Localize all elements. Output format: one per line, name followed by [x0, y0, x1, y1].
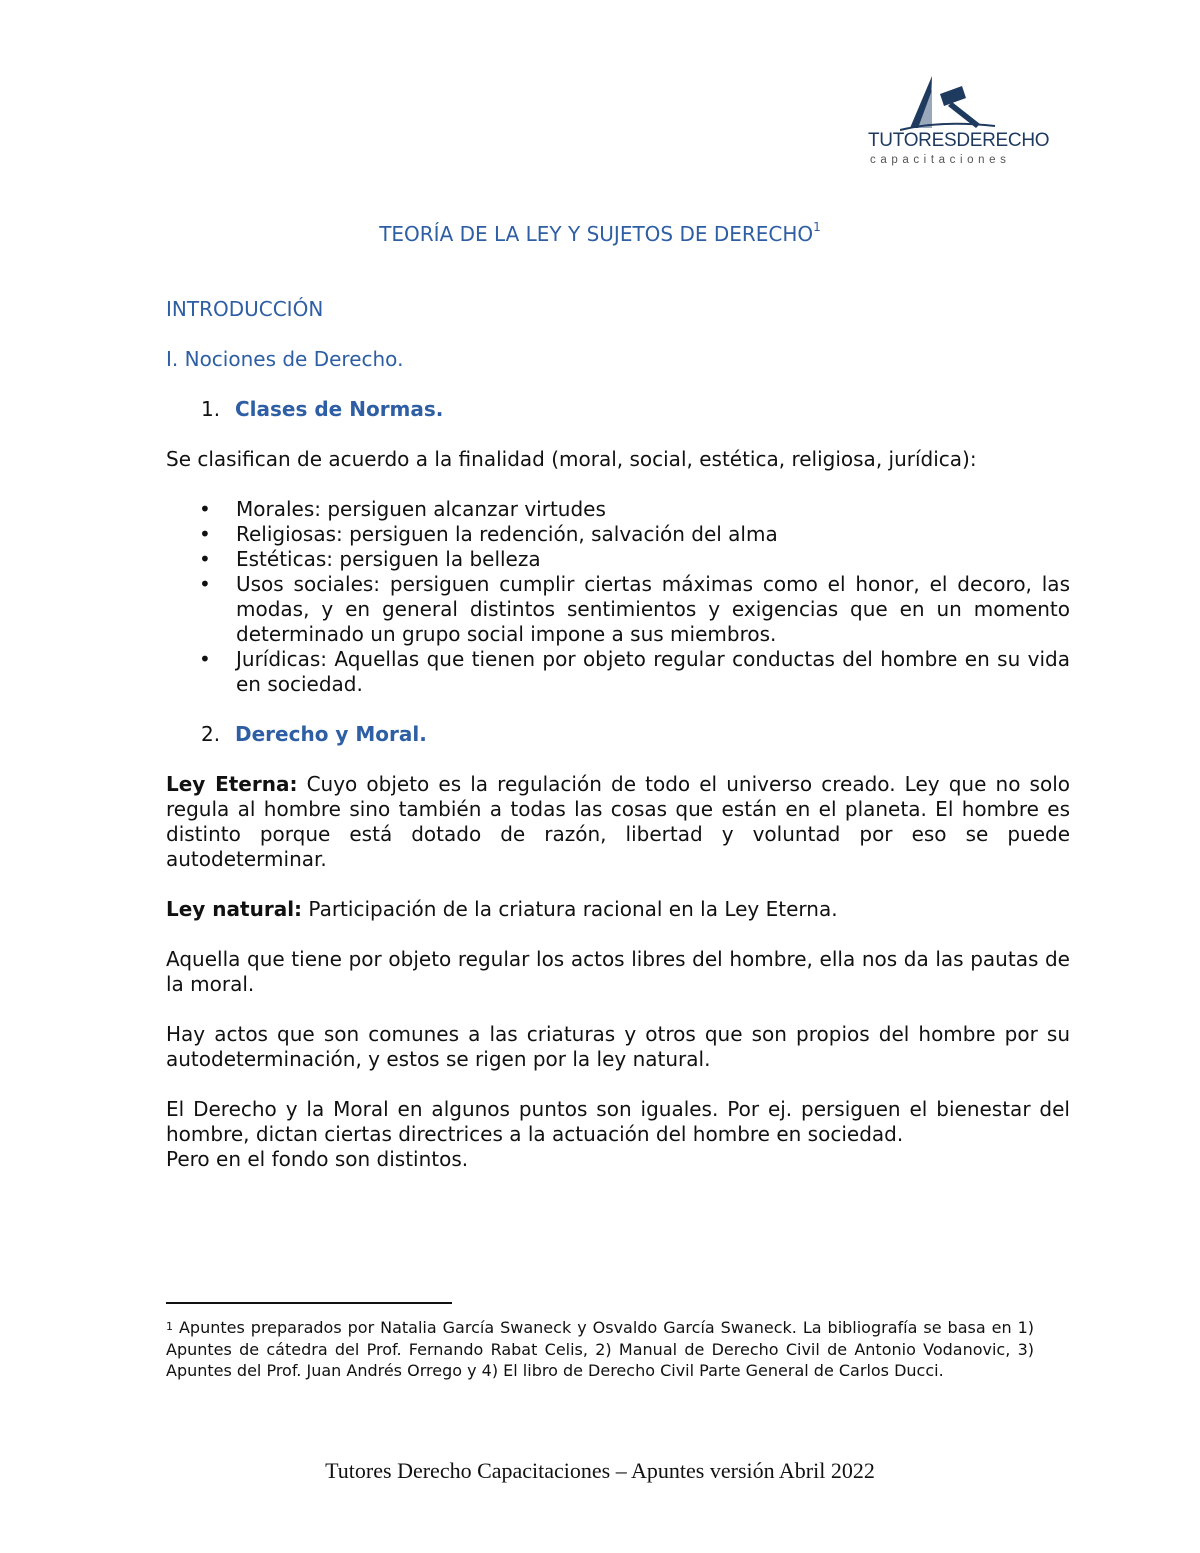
list-item	[166, 572, 1070, 647]
aquella-paragraph: Aquella que tiene por objeto regular los actos libres del hombre, ella nos da las pautas de la moral.	[166, 947, 1070, 996]
numbered-heading-2-title: Derecho y Moral.	[235, 722, 427, 746]
norm-types-list	[166, 497, 1070, 697]
numbered-heading-1-number: 1.	[201, 397, 221, 421]
list-item	[166, 522, 1070, 547]
list-item	[166, 497, 1070, 522]
ley-eterna-text: Cuyo objeto es la regulación de todo el universo creado. Ley que no solo regula al hombre sino también a todas las cosas que están en el planeta. El hombre es distinto porque está dotado de razón, libertad y voluntad por eso se puede autodeterminar.	[166, 772, 1070, 871]
bullet-icon: •	[199, 647, 211, 671]
title-text: TEORÍA DE LA LEY Y SUJETOS DE DERECHO	[379, 222, 814, 246]
footnote	[166, 1317, 1034, 1382]
title-footnote-mark: 1	[813, 220, 821, 234]
section-heading: I. Nociones de Derecho.	[166, 347, 404, 371]
footnote-text: Apuntes preparados por Natalia García Swaneck y Osvaldo García Swaneck. La bibliografía se basa en 1) Apuntes de cátedra del Prof. Fernando Rabat Celis, 2) Manual de Derecho Civil de Antonio Vodanovic, 3) Apuntes del Prof. Juan Andrés Orrego y 4) El libro de Derecho Civil Parte General de Carlos Ducci.	[166, 1318, 1034, 1380]
footnote-mark: 1	[166, 1320, 173, 1333]
ley-natural-label: Ley natural:	[166, 897, 303, 921]
gavel-sail-icon	[900, 72, 1000, 132]
ley-natural-paragraph	[166, 897, 1070, 922]
document-title	[0, 222, 1200, 246]
logo-subtitle-text: capacitaciones	[870, 154, 1011, 166]
fondo-paragraph: Pero en el fondo son distintos.	[166, 1147, 469, 1171]
list-item-text: Jurídicas: Aquellas que tienen por objeto regular conductas del hombre en su vida en sociedad.	[236, 647, 1070, 696]
bullet-icon: •	[199, 572, 211, 596]
footnote-divider	[166, 1302, 452, 1304]
list-item-text: Morales: persiguen alcanzar virtudes	[236, 497, 606, 521]
ley-eterna-paragraph	[166, 772, 1070, 872]
list-item-text: Usos sociales: persiguen cumplir ciertas máximas como el honor, el decoro, las modas, y en general distintos sentimientos y exigencias que en un momento determinado un grupo social impone a sus miembros.	[236, 572, 1070, 646]
bullet-icon: •	[199, 522, 211, 546]
bullet-icon: •	[199, 547, 211, 571]
list-item	[166, 647, 1070, 697]
bullet-icon: •	[199, 497, 211, 521]
numbered-heading-1	[201, 397, 443, 422]
ley-eterna-label: Ley Eterna:	[166, 772, 298, 796]
numbered-heading-2	[201, 722, 427, 747]
list-item-text: Religiosas: persiguen la redención, salvación del alma	[236, 522, 778, 546]
numbered-heading-2-number: 2.	[201, 722, 221, 746]
list-item	[166, 547, 1070, 572]
numbered-heading-1-title: Clases de Normas.	[235, 397, 444, 421]
intro-heading: INTRODUCCIÓN	[166, 297, 324, 321]
list-item-text: Estéticas: persiguen la belleza	[236, 547, 541, 571]
actos-paragraph: Hay actos que son comunes a las criaturas y otros que son propios del hombre por su autodeterminación, y estos se rigen por la ley natural.	[166, 1022, 1070, 1071]
company-logo	[868, 72, 1050, 172]
ley-natural-text: Participación de la criatura racional en la Ley Eterna.	[302, 897, 838, 921]
classify-paragraph: Se clasifican de acuerdo a la finalidad (moral, social, estética, religiosa, jurídica):	[166, 447, 977, 471]
page-footer: Tutores Derecho Capacitaciones – Apuntes versión Abril 2022	[325, 1458, 875, 1483]
logo-brand-text: TUTORESDERECHO	[868, 130, 1050, 151]
derecho-moral-paragraph: El Derecho y la Moral en algunos puntos son iguales. Por ej. persiguen el bienestar del hombre, dictan ciertas directrices a la actuación del hombre en sociedad.	[166, 1097, 1070, 1146]
